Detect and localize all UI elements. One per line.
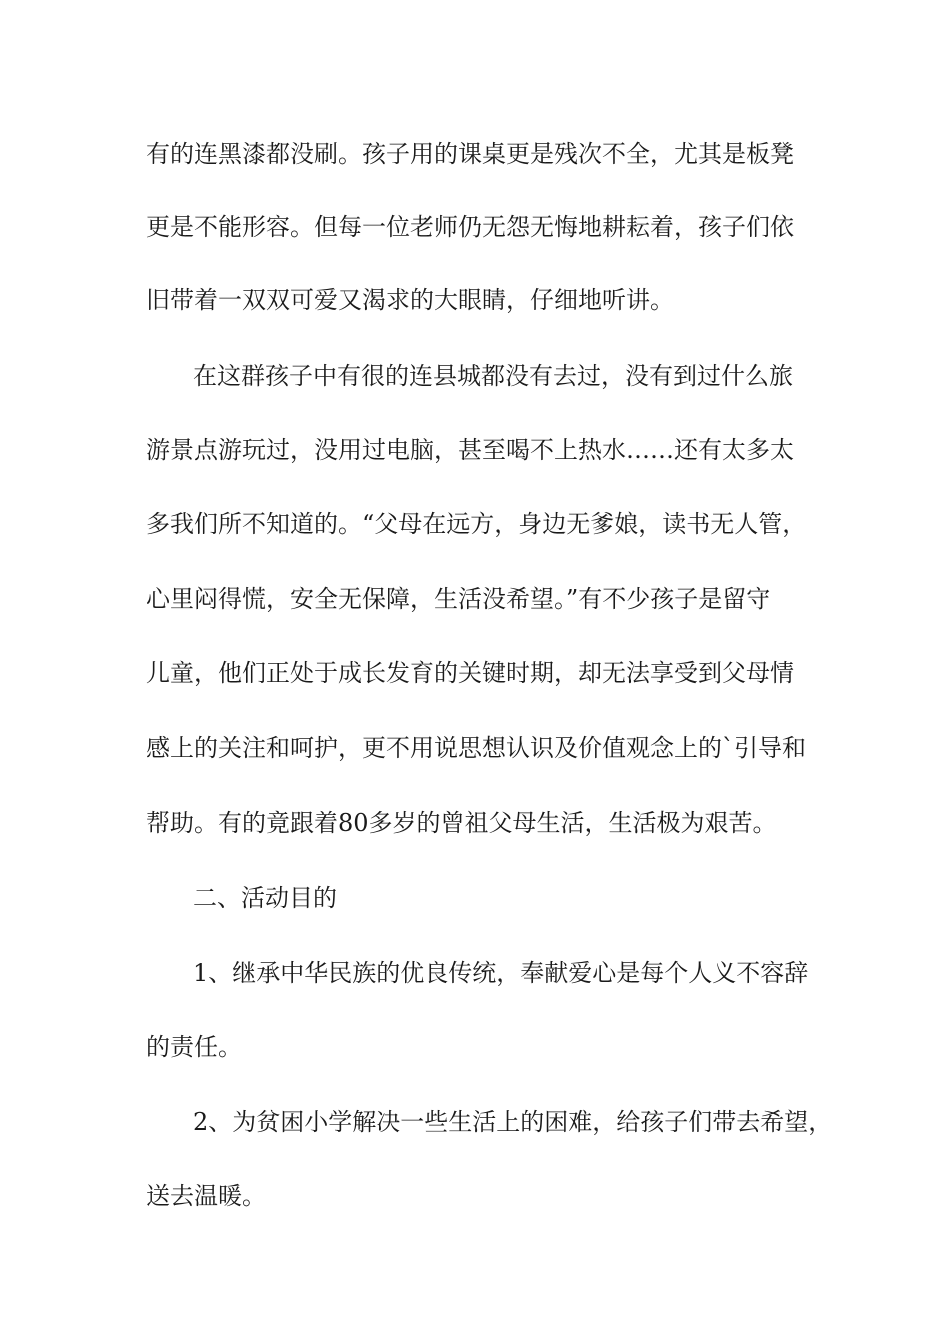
paragraph-line: 感上的关注和呵护，更不用说思想认识及价值观念上的`引导和 bbox=[146, 734, 806, 762]
list-item-line: 2、为贫困小学解决一些生活上的困难，给孩子们带去希望， bbox=[193, 1108, 833, 1136]
list-item-line: 送去温暖。 bbox=[146, 1182, 266, 1210]
paragraph-line: 更是不能形容。但每一位老师仍无怨无悔地耕耘着，孩子们依 bbox=[146, 213, 794, 241]
section-heading: 二、活动目的 bbox=[193, 884, 337, 912]
list-item-line: 1、继承中华民族的优良传统，奉献爱心是每个人义不容辞 bbox=[193, 959, 809, 987]
paragraph-line: 在这群孩子中有很的连县城都没有去过，没有到过什么旅 bbox=[193, 362, 793, 390]
list-item-line: 的责任。 bbox=[146, 1033, 242, 1061]
paragraph-line: 儿童，他们正处于成长发育的关键时期，却无法享受到父母情 bbox=[146, 659, 794, 687]
paragraph-line: 帮助。有的竟跟着80多岁的曾祖父母生活，生活极为艰苦。 bbox=[146, 809, 777, 837]
paragraph-line: 心里闷得慌，安全无保障，生活没希望。”有不少孩子是留守 bbox=[146, 585, 771, 613]
paragraph-line: 旧带着一双双可爱又渴求的大眼睛，仔细地听讲。 bbox=[146, 286, 674, 314]
paragraph-line: 有的连黑漆都没刷。孩子用的课桌更是残次不全，尤其是板凳 bbox=[146, 140, 794, 168]
paragraph-line: 游景点游玩过，没用过电脑，甚至喝不上热水……还有太多太 bbox=[146, 436, 794, 464]
paragraph-line: 多我们所不知道的。“父母在远方，身边无爹娘，读书无人管， bbox=[146, 510, 807, 538]
